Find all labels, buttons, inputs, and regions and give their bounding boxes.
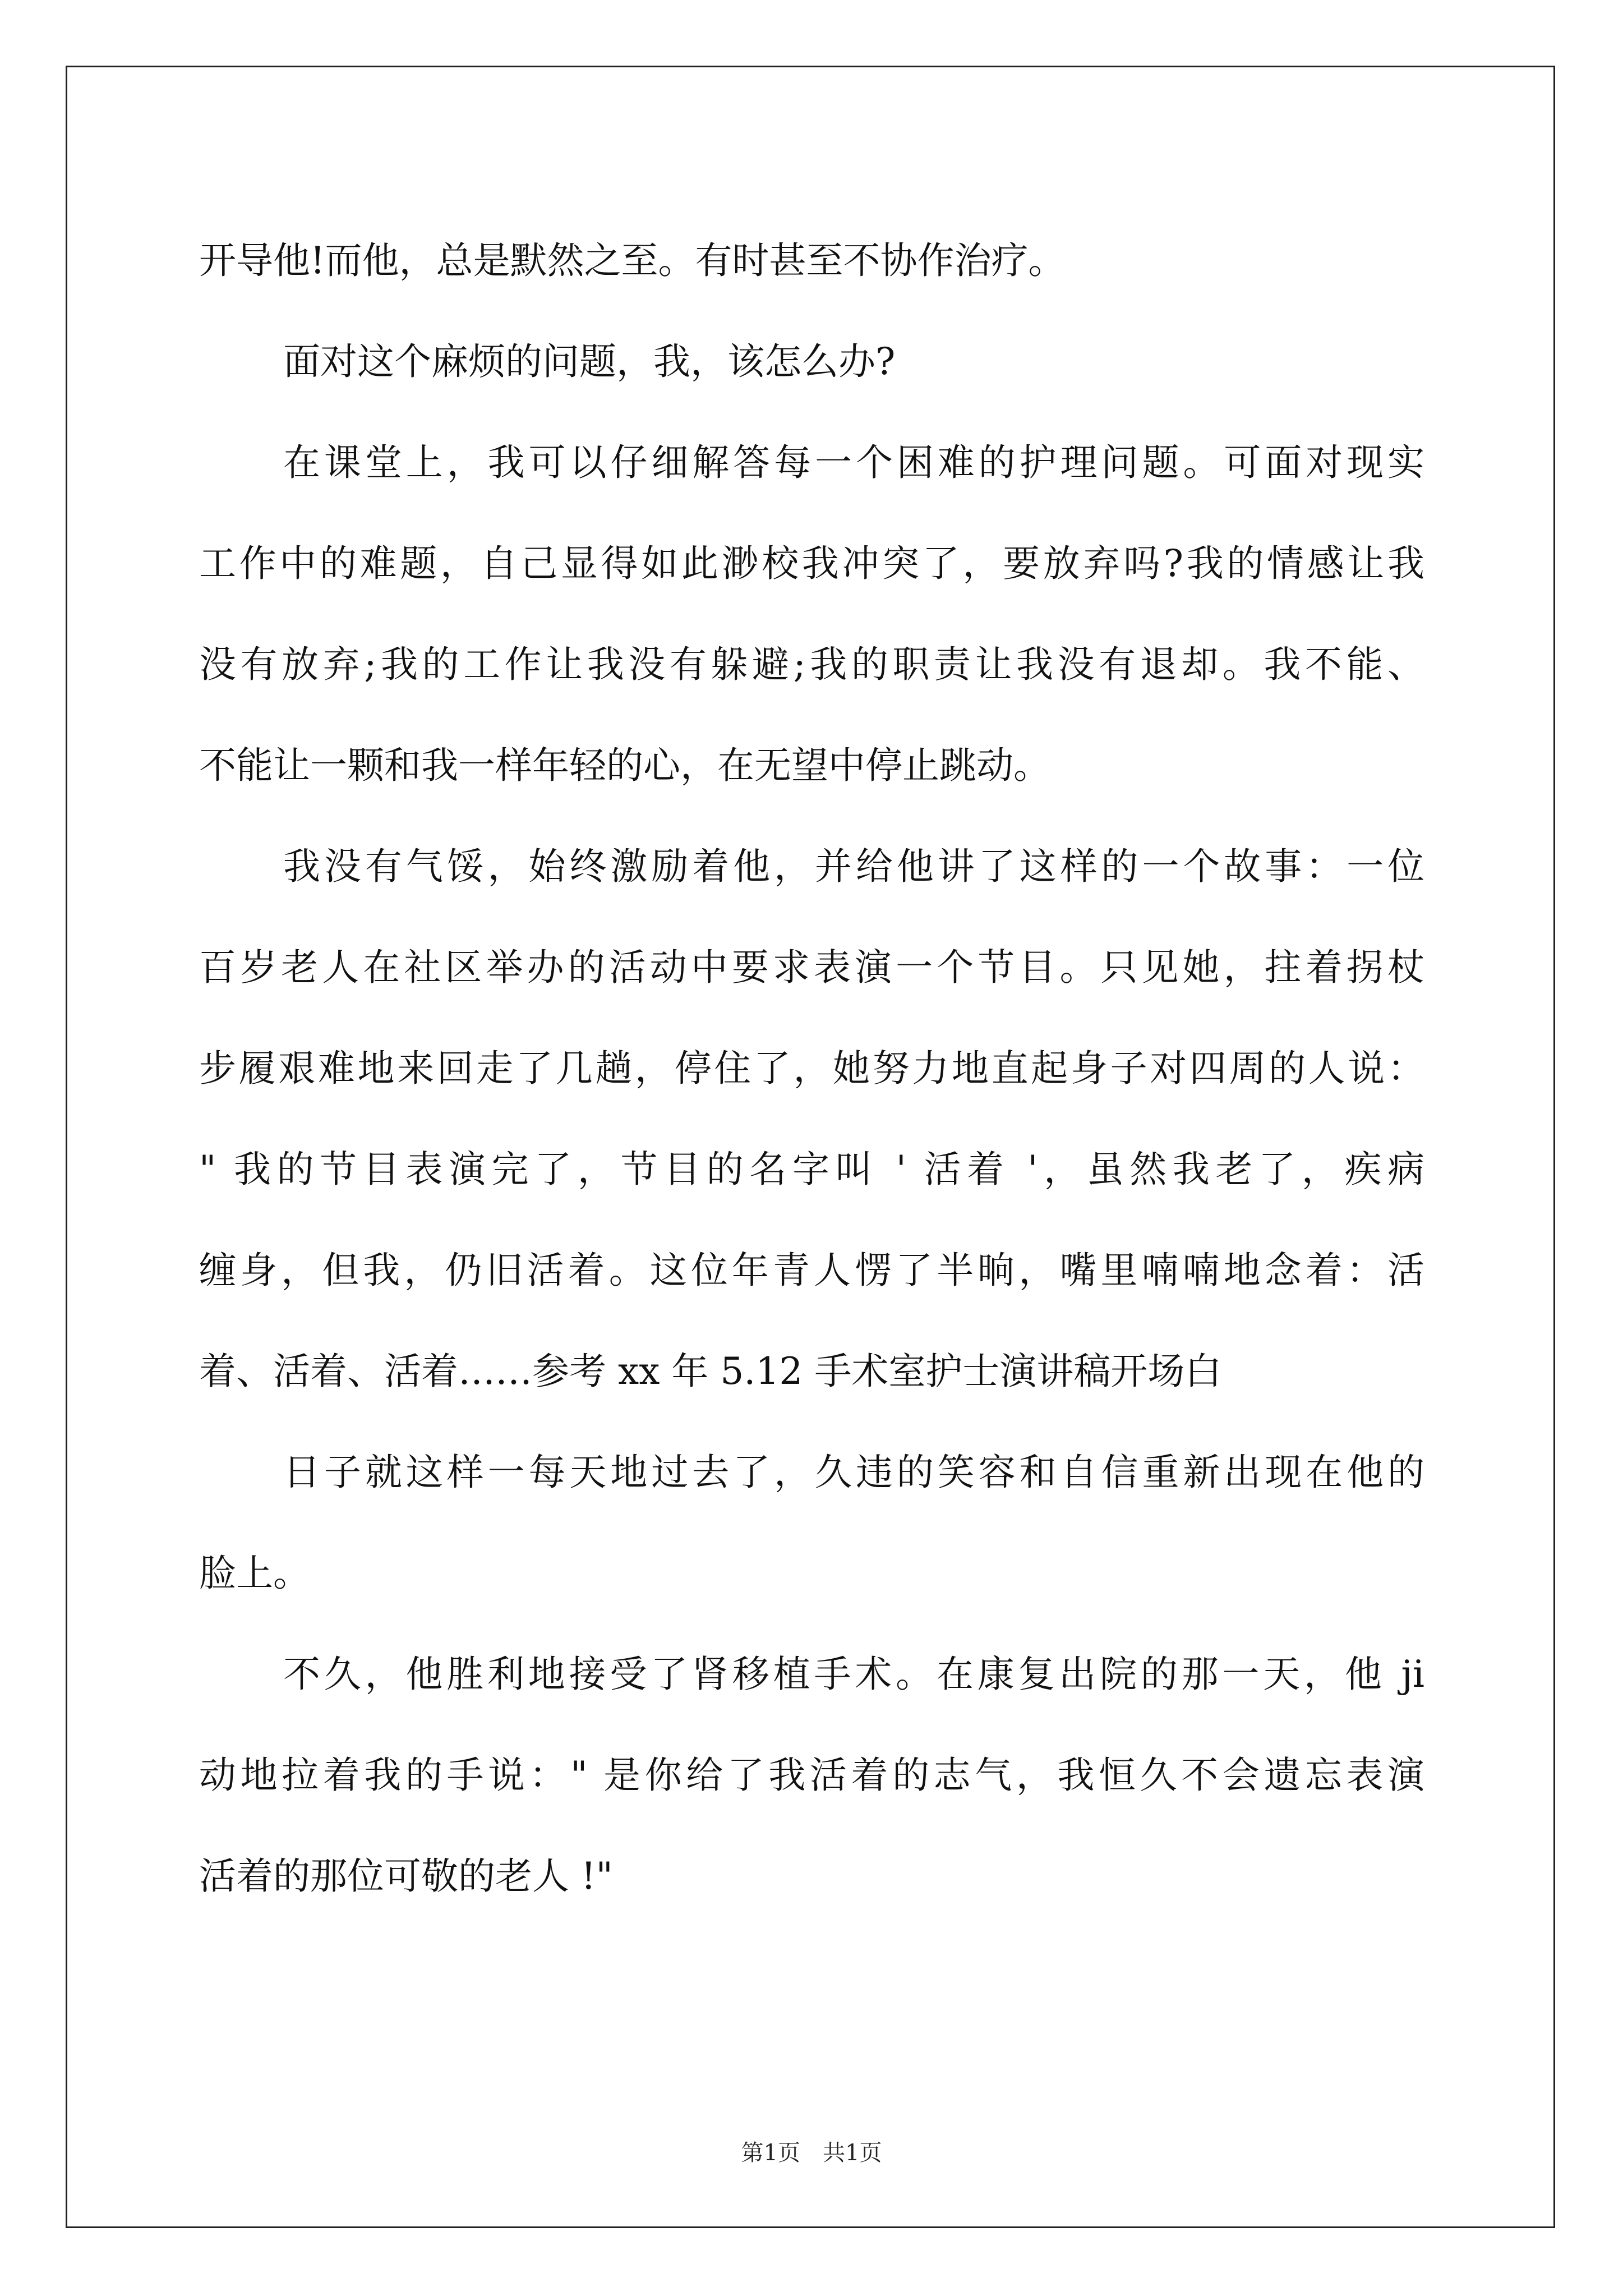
page-number-footer: 第1页 共1页 <box>741 2140 882 2166</box>
paragraph-line: 我没有气馁，始终激励着他，并给他讲了这样的一个故事：一位 <box>283 845 1424 888</box>
paragraph-line: 步履艰难地来回走了几趟，停住了，她努力地直起身子对四周的人说： <box>199 1047 1424 1090</box>
paragraph-line: 在课堂上，我可以仔细解答每一个困难的护理问题。可面对现实 <box>283 441 1424 484</box>
paragraph-line: 工作中的难题，自己显得如此渺校我冲突了，要放弃吗?我的情感让我 <box>199 542 1424 585</box>
paragraph-line: 开导他!而他，总是默然之至。有时甚至不协作治疗。 <box>199 239 1066 282</box>
paragraph-line: 缠身，但我，仍旧活着。这位年青人愣了半晌，嘴里喃喃地念着：活 <box>199 1249 1424 1292</box>
paragraph-line: 着、活着、活着……参考 xx 年 5.12 手术室护士演讲稿开场白 <box>199 1350 1222 1393</box>
document-body <box>199 210 1424 1927</box>
paragraph-line: 没有放弃;我的工作让我没有躲避;我的职责让我没有退却。我不能、 <box>199 643 1424 686</box>
paragraph-line: 面对这个麻烦的问题，我，该怎么办? <box>283 340 896 383</box>
paragraph-line: 日子就这样一每天地过去了，久违的笑容和自信重新出现在他的 <box>283 1451 1424 1494</box>
paragraph-line: 不能让一颗和我一样年轻的心，在无望中停止跳动。 <box>199 744 1050 787</box>
paragraph-line: 百岁老人在社区举办的活动中要求表演一个节目。只见她，拄着拐杖 <box>199 946 1424 989</box>
paragraph-line: " 我的节目表演完了，节目的名字叫 ' 活着 '，虽然我老了，疾病 <box>199 1148 1424 1191</box>
paragraph-line: 不久，他胜利地接受了肾移植手术。在康复出院的那一天，他 ji <box>283 1653 1424 1696</box>
paragraph-line: 动地拉着我的手说：" 是你给了我活着的志气，我恒久不会遗忘表演 <box>199 1754 1424 1797</box>
paragraph-line: 活着的那位可敬的老人 !" <box>199 1855 613 1898</box>
paragraph-line: 脸上。 <box>199 1552 310 1595</box>
